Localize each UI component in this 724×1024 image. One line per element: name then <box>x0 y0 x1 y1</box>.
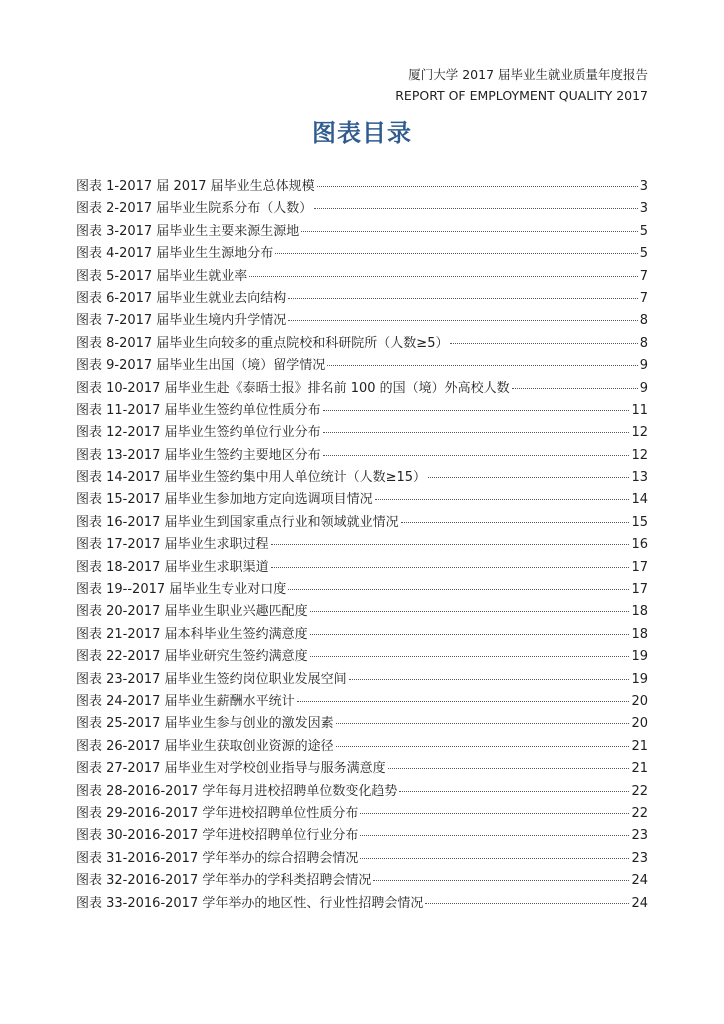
toc-entry[interactable] <box>76 242 648 264</box>
toc-entry-page-number: 19 <box>631 671 648 687</box>
toc-entry-label: 图表 17-2017 届毕业生求职过程 <box>76 537 269 553</box>
toc-entry[interactable] <box>76 645 648 667</box>
toc-entry[interactable] <box>76 287 648 309</box>
toc-entry-label: 图表 23-2017 届毕业生签约岗位职业发展空间 <box>76 671 347 687</box>
toc-entry-page-number: 23 <box>631 828 648 844</box>
toc-dot-leader <box>401 522 630 523</box>
toc-entry-label: 图表 24-2017 届毕业生薪酬水平统计 <box>76 693 295 709</box>
toc-entry-label: 图表 12-2017 届毕业生签约单位行业分布 <box>76 425 321 441</box>
toc-entry-label: 图表 13-2017 届毕业生签约主要地区分布 <box>76 447 321 463</box>
header-title-en: REPORT OF EMPLOYMENT QUALITY 2017 <box>395 88 648 103</box>
toc-entry[interactable] <box>76 824 648 846</box>
toc-entry-label: 图表 26-2017 届毕业生获取创业资源的途径 <box>76 738 334 754</box>
toc-dot-leader <box>323 432 630 433</box>
toc-entry-label: 图表 31-2016-2017 学年举办的综合招聘会情况 <box>76 850 359 866</box>
toc-dot-leader <box>450 343 637 344</box>
toc-entry-page-number: 12 <box>631 447 648 463</box>
toc-entry-page-number: 3 <box>639 201 648 217</box>
toc-dot-leader <box>425 903 629 904</box>
toc-entry-page-number: 17 <box>631 559 648 575</box>
toc-dot-leader <box>271 567 630 568</box>
toc-dot-leader <box>375 499 630 500</box>
toc-entry-label: 图表 19--2017 届毕业生专业对口度 <box>76 582 287 598</box>
toc-entry-page-number: 12 <box>631 425 648 441</box>
toc-entry[interactable] <box>76 197 648 219</box>
toc-entry[interactable] <box>76 600 648 622</box>
toc-dot-leader <box>297 701 630 702</box>
toc-entry-label: 图表 4-2017 届毕业生生源地分布 <box>76 246 274 262</box>
header-title-cn: 厦门大学 2017 届毕业生就业质量年度报告 <box>408 67 648 82</box>
toc-entry-label: 图表 20-2017 届毕业生职业兴趣匹配度 <box>76 604 308 620</box>
toc-entry-page-number: 23 <box>631 850 648 866</box>
toc-entry-page-number: 15 <box>631 514 648 530</box>
toc-entry-page-number: 20 <box>631 716 648 732</box>
toc-entry[interactable] <box>76 780 648 802</box>
toc-entry[interactable] <box>76 421 648 443</box>
toc-entry-label: 图表 9-2017 届毕业生出国（境）留学情况 <box>76 358 326 374</box>
toc-dot-leader <box>288 589 629 590</box>
toc-dot-leader <box>249 276 637 277</box>
toc-entry[interactable] <box>76 690 648 712</box>
toc-entry[interactable] <box>76 892 648 914</box>
toc-entry-page-number: 3 <box>639 179 648 194</box>
toc-entry-page-number: 5 <box>639 246 648 262</box>
toc-dot-leader <box>360 858 629 859</box>
toc-entry-page-number: 17 <box>631 582 648 598</box>
toc-dot-leader <box>336 746 630 747</box>
toc-entry[interactable] <box>76 802 648 824</box>
toc-entry-label: 图表 29-2016-2017 学年进校招聘单位性质分布 <box>76 805 359 821</box>
toc-dot-leader <box>271 544 630 545</box>
toc-dot-leader <box>288 320 637 321</box>
toc-dot-leader <box>349 679 630 680</box>
toc-dot-leader <box>310 611 630 612</box>
toc-dot-leader <box>428 477 629 478</box>
toc-entry[interactable] <box>76 757 648 779</box>
toc-entry-label: 图表 30-2016-2017 学年进校招聘单位行业分布 <box>76 828 359 844</box>
toc-entry[interactable] <box>76 220 648 242</box>
toc-entry-label: 图表 11-2017 届毕业生签约单位性质分布 <box>76 402 321 418</box>
toc-entry[interactable] <box>76 511 648 533</box>
toc-entry[interactable] <box>76 668 648 690</box>
toc-entry-page-number: 24 <box>631 873 648 889</box>
toc-entry[interactable] <box>76 444 648 466</box>
toc-entry[interactable] <box>76 623 648 645</box>
toc-entry-page-number: 22 <box>631 805 648 821</box>
toc-entry-label: 图表 32-2016-2017 学年举办的学科类招聘会情况 <box>76 873 372 889</box>
toc-entry-page-number: 16 <box>631 537 648 553</box>
toc-entry-page-number: 9 <box>639 380 648 396</box>
toc-entry[interactable] <box>76 533 648 555</box>
toc-entry[interactable] <box>76 869 648 891</box>
toc-entry-label: 图表 27-2017 届毕业生对学校创业指导与服务满意度 <box>76 761 386 777</box>
page-header <box>395 64 648 106</box>
toc-entry-label: 图表 33-2016-2017 学年举办的地区性、行业性招聘会情况 <box>76 895 424 911</box>
toc-entry[interactable] <box>76 556 648 578</box>
toc-entry[interactable] <box>76 847 648 869</box>
toc-entry[interactable] <box>76 712 648 734</box>
toc-entry-page-number: 9 <box>639 358 648 374</box>
page-title: 图表目录 <box>312 119 412 147</box>
toc-entry-label: 图表 8-2017 届毕业生向较多的重点院校和科研院所（人数≥5） <box>76 335 449 351</box>
toc-dot-leader <box>323 410 630 411</box>
toc-entry-label: 图表 22-2017 届毕业研究生签约满意度 <box>76 649 308 665</box>
toc-entry-page-number: 7 <box>639 290 648 306</box>
toc-entry[interactable] <box>76 309 648 331</box>
toc-entry[interactable] <box>76 735 648 757</box>
toc-entry[interactable] <box>76 354 648 376</box>
toc-entry[interactable] <box>76 399 648 421</box>
toc-entry[interactable] <box>76 175 648 197</box>
toc-dot-leader <box>360 813 629 814</box>
toc-dot-leader <box>399 791 629 792</box>
toc-entry-page-number: 21 <box>631 738 648 754</box>
figure-table-of-contents <box>76 175 648 914</box>
toc-entry-label: 图表 6-2017 届毕业生就业去向结构 <box>76 290 287 306</box>
toc-dot-leader <box>336 723 630 724</box>
toc-dot-leader <box>275 253 637 254</box>
toc-entry-page-number: 7 <box>639 268 648 284</box>
toc-dot-leader <box>317 186 638 187</box>
toc-dot-leader <box>310 634 630 635</box>
toc-entry[interactable] <box>76 578 648 600</box>
toc-entry-page-number: 18 <box>631 626 648 642</box>
toc-entry-page-number: 8 <box>639 313 648 329</box>
toc-entry-page-number: 22 <box>631 783 648 799</box>
toc-entry-label: 图表 15-2017 届毕业生参加地方定向选调项目情况 <box>76 492 373 508</box>
toc-entry-label: 图表 10-2017 届毕业生赴《泰晤士报》排名前 100 的国（境）外高校人数 <box>76 380 510 396</box>
toc-entry-label: 图表 18-2017 届毕业生求职渠道 <box>76 559 269 575</box>
toc-entry-page-number: 5 <box>639 223 648 239</box>
toc-dot-leader <box>327 365 637 366</box>
toc-entry-page-number: 19 <box>631 649 648 665</box>
toc-entry-label: 图表 16-2017 届毕业生到国家重点行业和领域就业情况 <box>76 514 399 530</box>
toc-entry-page-number: 11 <box>631 402 648 418</box>
toc-dot-leader <box>388 768 630 769</box>
toc-entry-page-number: 20 <box>631 693 648 709</box>
toc-dot-leader <box>373 880 629 881</box>
toc-entry-label: 图表 1-2017 届 2017 届毕业生总体规模 <box>76 179 315 194</box>
toc-entry-label: 图表 7-2017 届毕业生境内升学情况 <box>76 313 287 329</box>
toc-entry[interactable] <box>76 377 648 399</box>
toc-entry-label: 图表 21-2017 届本科毕业生签约满意度 <box>76 626 308 642</box>
toc-entry-label: 图表 25-2017 届毕业生参与创业的激发因素 <box>76 716 334 732</box>
toc-entry-label: 图表 2-2017 届毕业生院系分布（人数） <box>76 201 313 217</box>
toc-entry-page-number: 18 <box>631 604 648 620</box>
toc-entry-page-number: 24 <box>631 895 648 911</box>
toc-dot-leader <box>314 208 637 209</box>
toc-entry-label: 图表 14-2017 届毕业生签约集中用人单位统计（人数≥15） <box>76 470 427 486</box>
toc-dot-leader <box>301 231 637 232</box>
toc-entry-page-number: 14 <box>631 492 648 508</box>
toc-entry-page-number: 8 <box>639 335 648 351</box>
toc-entry[interactable] <box>76 488 648 510</box>
toc-entry-page-number: 21 <box>631 761 648 777</box>
toc-entry-label: 图表 28-2016-2017 学年每月进校招聘单位数变化趋势 <box>76 783 398 799</box>
toc-dot-leader <box>360 835 629 836</box>
toc-dot-leader <box>512 388 638 389</box>
toc-dot-leader <box>288 298 637 299</box>
toc-dot-leader <box>310 656 630 657</box>
toc-entry[interactable] <box>76 466 648 488</box>
toc-entry[interactable] <box>76 265 648 287</box>
toc-dot-leader <box>323 455 630 456</box>
toc-entry-label: 图表 3-2017 届毕业生主要来源生源地 <box>76 223 300 239</box>
toc-entry[interactable] <box>76 332 648 354</box>
toc-entry-label: 图表 5-2017 届毕业生就业率 <box>76 268 248 284</box>
toc-entry-page-number: 13 <box>631 470 648 486</box>
